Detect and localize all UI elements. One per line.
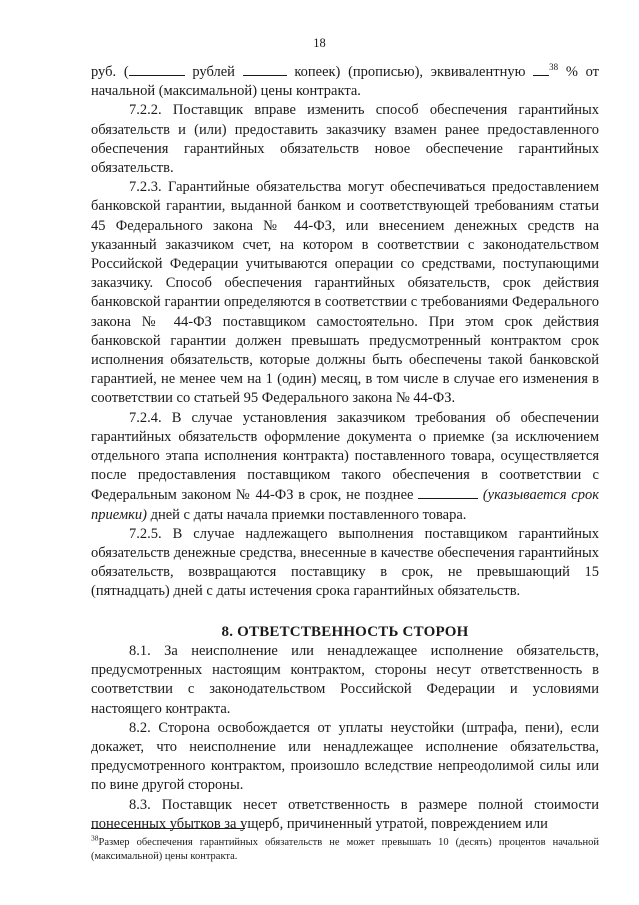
- footnote-number: 38: [91, 833, 99, 843]
- footnote-text: Размер обеспечения гарантийных обязательств не может превышать 10 (десять) процентов начальной (максимальной) цены контракта.: [91, 837, 599, 862]
- paragraph-8-1: 8.1. За неисполнение или ненадлежащее исполнение обязательств, предусмотренных настоящим контрактом, стороны несут ответственность в соответствии с законодательством Российской Федерации и условиями настоящего контракта.: [91, 642, 599, 717]
- blank-line-acceptance-term: [418, 485, 478, 499]
- footnote-divider: [91, 828, 245, 829]
- page-number: 18: [313, 36, 326, 50]
- blank-line-rubles-amount: [129, 62, 185, 76]
- paragraph-7-2-4: [91, 409, 599, 525]
- amount-text-3: копеек) (прописью), эквивалентную: [286, 64, 534, 80]
- paragraph-7-2-4-text-1: 7.2.4. В случае установления заказчиком требования об обеспечении гарантийных обязательств оформление документа о приемке (за исключением отдельного этапа исполнения контракта) поставленного товара, осуществляется после предоставления поставщиком такого обеспечения в соответствии с Федеральным законом № 44-ФЗ в срок, не позднее: [91, 409, 599, 504]
- paragraph-8-2: 8.2. Сторона освобождается от уплаты неустойки (штрафа, пени), если докажет, что неисполнение или ненадлежащее исполнение обязательства, предусмотренного контрактом, произошло вследствие непреодолимой силы или по вине другой стороны.: [91, 719, 599, 794]
- document-body: [91, 62, 599, 834]
- amount-text-1: руб. (: [91, 64, 129, 80]
- paragraph-amount-continuation: [91, 62, 599, 101]
- paragraph-7-2-4-text-2: дней с даты начала приемки поставленного товара.: [146, 506, 467, 523]
- section-heading-8: 8. ОТВЕТСТВЕННОСТЬ СТОРОН: [221, 623, 469, 640]
- footnote-reference: 38: [549, 62, 559, 73]
- paragraph-7-2-3: 7.2.3. Гарантийные обязательства могут обеспечиваться предоставлением банковской гарантии, выданной банком и соответствующей требованиям статьи 45 Федерального закона № 44-ФЗ, или внесением денежных средств на указанный заказчиком счет, на котором в соответствии с законодательством Российской Федерации учитываются операции со средствами, поступающими заказчику. Способ обеспечения гарантийных обязательств, срок действия банковской гарантии определяются в соответствии с требованиями Федерального закона № 44-ФЗ поставщиком самостоятельно. При этом срок действия банковской гарантии должен превышать предусмотренный контрактом срок исполнения обязательств, которые должны быть обеспечены такой банковской гарантией, не менее чем на 1 (один) месяц, в том числе в случае его изменения в соответствии со статьей 95 Федерального закона № 44-ФЗ.: [91, 179, 599, 407]
- paragraph-8-3: 8.3. Поставщик несет ответственность в размере полной стоимости понесенных убытков за ущерб, причиненный утратой, повреждением или: [91, 796, 599, 832]
- paragraph-7-2-5: 7.2.5. В случае надлежащего выполнения поставщиком гарантийных обязательств денежные средства, внесенные в качестве обеспечения гарантийных обязательств, возвращаются поставщику в срок, не превышающий 15 (пятнадцать) дней с даты истечения срока гарантийных обязательств.: [91, 525, 599, 600]
- footnote-38: [91, 833, 599, 864]
- amount-text-2: рублей: [184, 64, 243, 80]
- acceptance-term-hint: (указывается срок приемки): [91, 487, 600, 523]
- blank-line-percent: [533, 62, 549, 76]
- blank-line-kopecks-amount: [243, 62, 287, 76]
- paragraph-7-2-2: 7.2.2. Поставщик вправе изменить способ обеспечения гарантийных обязательств и (или) предоставить заказчику взамен ранее предоставленного обеспечения гарантийных обязательств новое обеспечение гарантийных обязательств.: [91, 102, 599, 177]
- amount-text-4: % от начальной (максимальной) цены контракта.: [91, 64, 599, 100]
